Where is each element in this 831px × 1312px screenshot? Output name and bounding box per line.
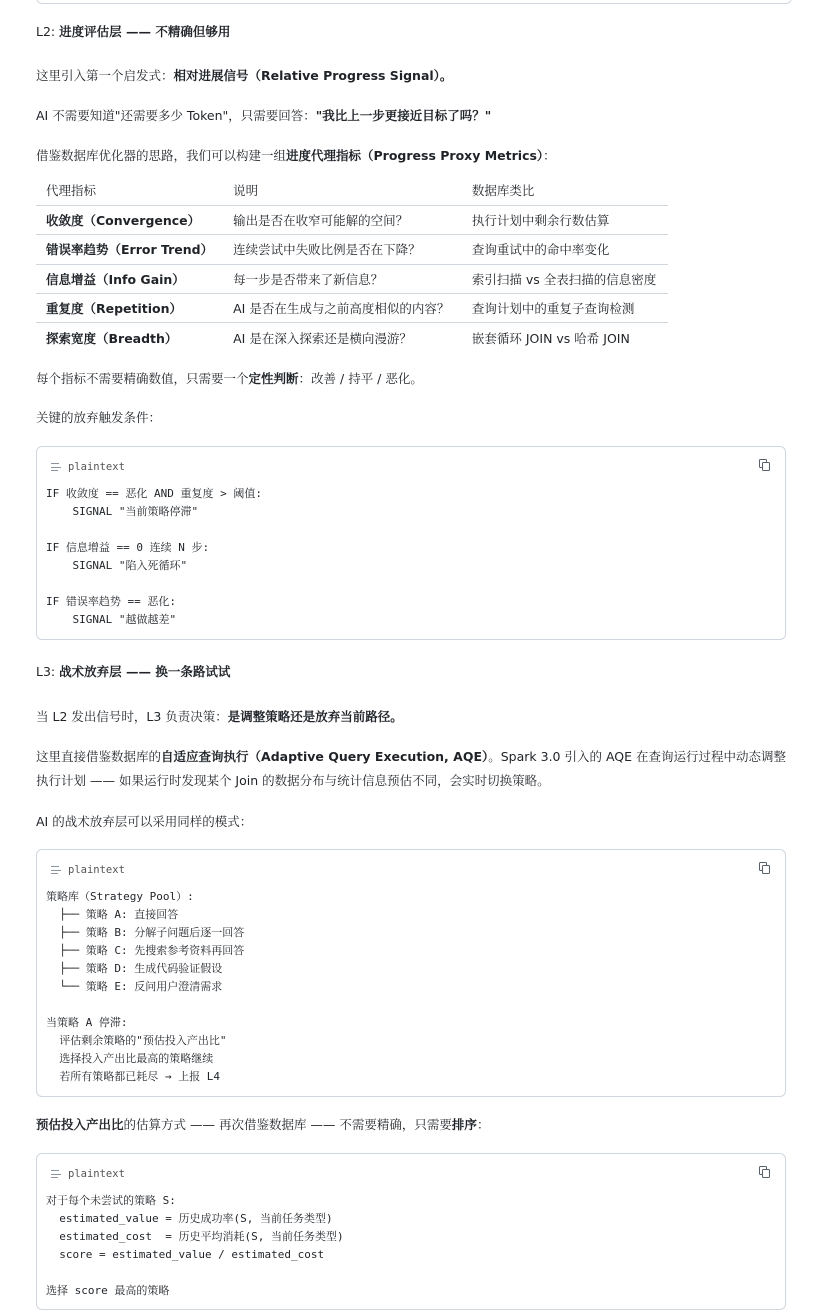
table-cell-metric: 重复度（Repetition） [36,294,223,323]
p5-text: 关键的放弃触发条件： [36,410,162,425]
table-cell-db-analogy: 嵌套循环 JOIN vs 哈希 JOIN [471,330,630,346]
p2-bold: "我比上一步更接近目标了吗？" [315,108,492,123]
paragraph-proxy-metrics [36,146,556,166]
code-lang-text: plaintext [68,1168,125,1180]
l2-heading [36,22,230,42]
code-content: 对于每个未尝试的策略 S: estimated_value = 历史成功率(S, 当前任务类型) estimated_cost = 历史平均消耗(S, 当前任务类型) score = estimated_value / estimated_cost 选择 score 最高的策略 [46,1194,344,1297]
code-content: 策略库（Strategy Pool）: ├── 策略 A: 直接回答 ├── 策略 B: 分解子问题后逐一回答 ├── 策略 C: 先搜索参考资料再回答 ├── 策略 D: 生成代码验证假设 └── 策略 E: 反问用户澄清需求 当策略 A 停滞: 评估剩余策略的"预估投入产出比" 选择投入产出比最高的策略继续 若所有策略都已耗尽 → 上报 L4 [46,890,245,1083]
p8-text: AI 的战术放弃层可以采用同样的模式： [36,814,253,829]
p7-bold: 自适应查询执行（Adaptive Query Execution, AQE） [161,749,489,764]
table-cell-description: AI 是否在生成与之前高度相似的内容？ [223,294,462,323]
p7-tail: 。Spark 3.0 引入的 AQE 在查询运行过程中动态调整执行计划 —— 如果运行时发现某个 Join 的数据分布与统计信息预估不同，会实时切换策略。 [36,749,786,788]
table-cell-description: AI 是在深入探索还是横向漫游？ [233,330,412,346]
copy-icon[interactable] [759,862,771,875]
paragraph-tactical-mode [36,812,252,832]
proxy-metrics-table [36,176,668,352]
l2-heading-title: 进度评估层 —— 不精确但够用 [59,24,231,39]
table-cell-metric: 信息增益（Info Gain） [36,264,223,293]
table-row [36,323,668,352]
code-content: IF 收敛度 == 恶化 AND 重复度 > 阈值: SIGNAL "当前策略停滞" IF 信息增益 == 0 连续 N 步: SIGNAL "陷入死循环" IF 错误率趋势 == 恶化: SIGNAL "越做越差" [46,487,262,626]
paragraph-ai-question [36,106,491,126]
paragraph-trigger-conditions [36,408,161,428]
code-lang-label [51,459,125,475]
code-lang-label [51,1166,125,1182]
code-lines-icon [51,1170,61,1178]
paragraph-aqe [36,745,788,793]
table-header-description: 说明 [223,176,462,205]
p4-text: 每个指标不需要精确数值，只需要一个 [36,371,249,386]
table-cell-metric: 收敛度（Convergence） [36,205,223,234]
table-cell-description: 每一步是否带来了新信息？ [223,264,462,293]
p9-tail: ： [476,1117,490,1132]
paragraph-l3-decision [36,707,403,727]
paragraph-relative-progress [36,66,452,86]
p9-text: 的估算方式 —— 再次借鉴数据库 —— 不需要精确，只需要 [123,1117,452,1132]
table-row [36,294,668,323]
table-header-row [36,176,668,205]
copy-icon[interactable] [759,459,771,472]
p6-text: 当 L2 发出信号时，L3 负责决策： [36,709,228,724]
p1-text: 这里引入第一个启发式： [36,68,174,83]
p9-bold: 预估投入产出比 [36,1117,124,1132]
table-cell-description: 连续尝试中失败比例是否在下降？ [223,235,462,264]
l3-heading [36,662,230,682]
code-lang-text: plaintext [68,864,125,876]
table-cell-db-analogy: 查询计划中的重复子查询检测 [462,294,668,323]
p9-bold2: 排序 [451,1117,477,1132]
table-header-db-analogy: 数据库类比 [462,176,668,205]
code-block-score [36,1153,786,1310]
l3-heading-title: 战术放弃层 —— 换一条路试试 [59,664,231,679]
l2-heading-prefix: L2: [36,24,60,39]
p7-text: 这里直接借鉴数据库的 [36,749,162,764]
previous-block-edge [36,0,792,4]
table-cell-db-analogy: 索引扫描 vs 全表扫描的信息密度 [462,264,668,293]
table-cell-description: 输出是否在收窄可能解的空间？ [223,205,462,234]
table-row [36,205,668,234]
table-cell-metric: 探索宽度（Breadth） [46,330,178,346]
paragraph-qualitative [36,369,423,389]
code-block-triggers [36,446,786,640]
p3-text: 借鉴数据库优化器的思路，我们可以构建一组 [36,148,287,163]
code-lang-text: plaintext [68,461,125,473]
copy-icon[interactable] [759,1166,771,1179]
table-row [36,235,668,264]
table-header-metric: 代理指标 [36,176,223,205]
p4-tail: ：改善 / 持平 / 恶化。 [298,371,423,386]
p3-tail: ： [543,148,556,163]
l3-heading-prefix: L3: [36,664,60,679]
code-lines-icon [51,866,61,874]
table-cell-db-analogy: 执行计划中剩余行数估算 [462,205,668,234]
code-block-strategy-pool [36,849,786,1097]
p2-text: AI 不需要知道"还需要多少 Token"，只需要回答： [36,108,316,123]
p1-bold: 相对进展信号（Relative Progress Signal）。 [173,68,453,83]
p3-bold: 进度代理指标（Progress Proxy Metrics） [286,148,544,163]
p4-bold: 定性判断 [248,371,299,386]
table-cell-db-analogy: 查询重试中的命中率变化 [462,235,668,264]
p6-bold: 是调整策略还是放弃当前路径。 [227,709,403,724]
code-lang-label [51,862,125,878]
table-cell-metric: 错误率趋势（Error Trend） [36,235,223,264]
paragraph-roi-estimate [36,1115,489,1135]
code-lines-icon [51,463,61,471]
table-row [36,264,668,293]
